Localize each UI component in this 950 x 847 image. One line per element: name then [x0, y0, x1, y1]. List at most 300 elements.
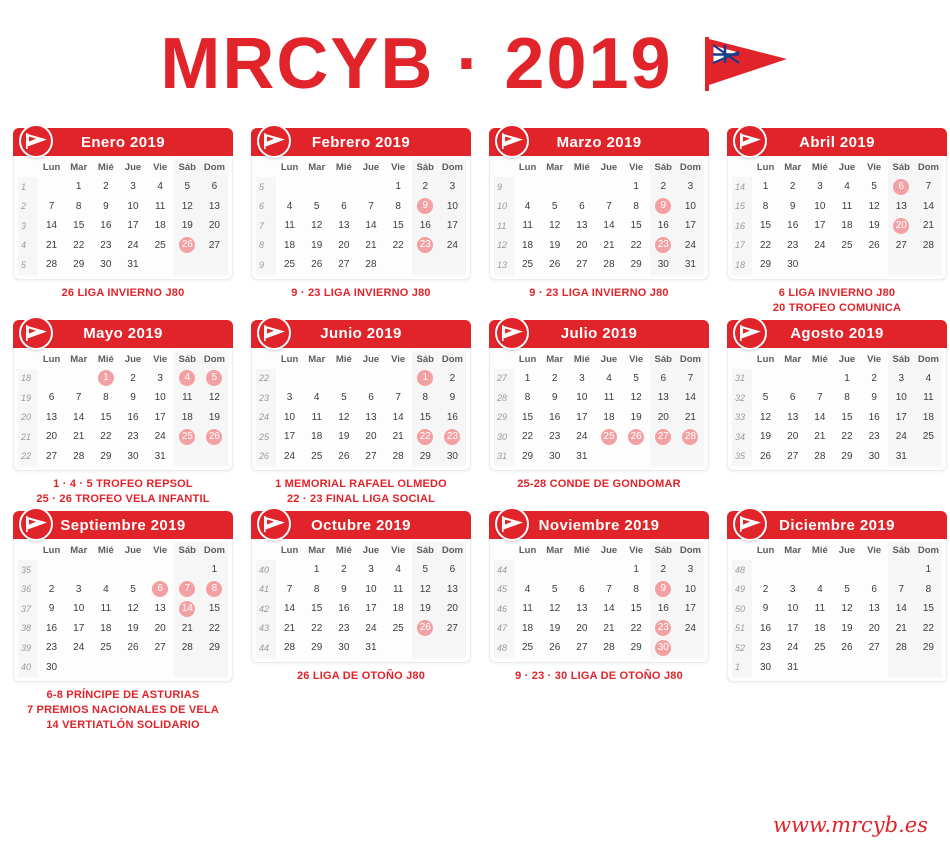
calendar-day-cell[interactable] — [650, 580, 677, 600]
calendar-day-cell[interactable]: 8 — [75, 200, 82, 212]
calendar-day-cell[interactable]: 24 — [439, 236, 466, 256]
calendar-day-cell[interactable]: 16 — [650, 599, 677, 619]
calendar-day-cell[interactable]: 23 — [338, 622, 350, 634]
calendar-day-cell[interactable]: 12 — [549, 603, 561, 615]
calendar-day-cell[interactable]: 5 — [633, 372, 639, 384]
calendar-day-cell[interactable]: 21 — [603, 622, 615, 634]
calendar-day-cell[interactable]: 12 — [630, 392, 642, 404]
calendar-day-cell[interactable]: 25 — [915, 427, 942, 447]
calendar-day-cell[interactable]: 22 — [392, 239, 404, 251]
calendar-day-cell[interactable]: 8 — [633, 583, 639, 595]
calendar-day-cell[interactable]: 3 — [888, 369, 915, 389]
calendar-day-cell[interactable]: 10 — [439, 197, 466, 217]
calendar-day-cell[interactable]: 25 — [522, 642, 534, 654]
calendar-day-cell[interactable] — [623, 427, 650, 447]
calendar-day-cell[interactable]: 24 — [284, 450, 296, 462]
calendar-day-cell[interactable]: 11 — [841, 200, 853, 212]
calendar-day-cell[interactable]: 21 — [73, 431, 85, 443]
calendar-day-cell[interactable]: 18 — [154, 220, 166, 232]
calendar-day-cell[interactable]: 22 — [201, 619, 228, 639]
calendar-day-cell[interactable]: 29 — [311, 642, 323, 654]
calendar-day-cell[interactable]: 17 — [365, 603, 377, 615]
calendar-day-cell[interactable] — [650, 427, 677, 447]
calendar-day-cell[interactable]: 2 — [650, 560, 677, 580]
calendar-day-cell[interactable]: 3 — [789, 583, 796, 595]
calendar-day-cell[interactable]: 28 — [814, 450, 826, 462]
calendar-day-cell[interactable]: 15 — [630, 220, 642, 232]
calendar-day-cell[interactable]: 29 — [841, 450, 853, 462]
calendar-day-cell[interactable]: 27 — [338, 259, 350, 271]
calendar-day-cell[interactable]: 28 — [603, 642, 615, 654]
calendar-day-cell[interactable]: 13 — [868, 603, 880, 615]
calendar-day-cell[interactable]: 5 — [844, 583, 850, 595]
calendar-day-cell[interactable]: 19 — [549, 239, 561, 251]
calendar-day-cell[interactable]: 26 — [311, 259, 323, 271]
calendar-day-cell[interactable]: 16 — [127, 411, 139, 423]
event-day-marker[interactable]: 23 — [417, 237, 433, 253]
calendar-day-cell[interactable]: 24 — [365, 622, 377, 634]
calendar-day-cell[interactable]: 1 — [633, 181, 639, 193]
calendar-day-cell[interactable]: 20 — [868, 622, 880, 634]
calendar-day-cell[interactable]: 2 — [551, 372, 558, 384]
calendar-day-cell[interactable]: 21 — [677, 408, 704, 428]
calendar-day-cell[interactable] — [650, 236, 677, 256]
calendar-day-cell[interactable]: 26 — [549, 259, 561, 271]
calendar-day-cell[interactable]: 27 — [439, 619, 466, 639]
calendar-day-cell[interactable]: 7 — [606, 200, 612, 212]
calendar-day-cell[interactable]: 28 — [174, 638, 201, 658]
calendar-day-cell[interactable]: 25 — [154, 239, 166, 251]
calendar-day-cell[interactable]: 20 — [201, 216, 228, 236]
calendar-day-cell[interactable]: 12 — [127, 603, 139, 615]
calendar-day-cell[interactable]: 4 — [395, 564, 401, 576]
calendar-day-cell[interactable] — [888, 216, 915, 236]
calendar-day-cell[interactable]: 18 — [100, 622, 112, 634]
calendar-day-cell[interactable]: 2 — [650, 177, 677, 197]
calendar-day-cell[interactable]: 11 — [154, 200, 166, 212]
event-day-marker[interactable]: 6 — [152, 581, 168, 597]
calendar-day-cell[interactable]: 28 — [46, 259, 58, 271]
calendar-day-cell[interactable]: 1 — [915, 560, 942, 580]
calendar-day-cell[interactable]: 17 — [787, 622, 799, 634]
calendar-day-cell[interactable] — [412, 197, 439, 217]
event-day-marker[interactable]: 8 — [206, 581, 222, 597]
calendar-day-cell[interactable]: 5 — [551, 583, 558, 595]
calendar-day-cell[interactable]: 15 — [392, 220, 404, 232]
calendar-day-cell[interactable]: 6 — [439, 560, 466, 580]
calendar-day-cell[interactable]: 13 — [650, 388, 677, 408]
calendar-day-cell[interactable]: 14 — [603, 220, 615, 232]
calendar-day-cell[interactable]: 2 — [871, 372, 877, 384]
calendar-day-cell[interactable]: 30 — [100, 259, 112, 271]
calendar-day-cell[interactable]: 7 — [606, 583, 612, 595]
calendar-day-cell[interactable]: 19 — [549, 622, 561, 634]
calendar-day-cell[interactable]: 8 — [762, 200, 769, 212]
calendar-day-cell[interactable]: 4 — [915, 369, 942, 389]
calendar-day-cell[interactable]: 1 — [201, 560, 228, 580]
calendar-day-cell[interactable] — [650, 619, 677, 639]
calendar-day-cell[interactable]: 29 — [630, 642, 642, 654]
calendar-day-cell[interactable]: 10 — [73, 603, 85, 615]
calendar-day-cell[interactable] — [650, 638, 677, 658]
calendar-day-cell[interactable]: 1 — [524, 372, 531, 384]
calendar-day-cell[interactable]: 15 — [73, 220, 85, 232]
calendar-day-cell[interactable] — [412, 427, 439, 447]
calendar-day-cell[interactable]: 1 — [844, 372, 850, 384]
calendar-day-cell[interactable]: 15 — [841, 411, 853, 423]
calendar-day-cell[interactable]: 12 — [174, 197, 201, 217]
calendar-day-cell[interactable]: 2 — [341, 564, 347, 576]
calendar-day-cell[interactable]: 26 — [338, 450, 350, 462]
calendar-day-cell[interactable]: 7 — [48, 200, 55, 212]
calendar-day-cell[interactable]: 14 — [915, 197, 942, 217]
calendar-day-cell[interactable]: 10 — [576, 392, 588, 404]
calendar-day-cell[interactable]: 21 — [915, 216, 942, 236]
calendar-day-cell[interactable]: 30 — [760, 661, 772, 673]
calendar-day-cell[interactable]: 3 — [368, 564, 374, 576]
calendar-day-cell[interactable]: 5 — [762, 392, 769, 404]
calendar-day-cell[interactable] — [595, 427, 622, 447]
calendar-day-cell[interactable]: 31 — [154, 450, 166, 462]
calendar-day-cell[interactable]: 4 — [524, 200, 531, 212]
event-day-marker[interactable]: 1 — [98, 370, 114, 386]
calendar-day-cell[interactable]: 9 — [439, 388, 466, 408]
calendar-day-cell[interactable]: 22 — [100, 431, 112, 443]
event-day-marker[interactable]: 26 — [417, 620, 433, 636]
calendar-day-cell[interactable]: 11 — [311, 411, 322, 423]
calendar-day-cell[interactable]: 30 — [439, 447, 466, 467]
calendar-day-cell[interactable]: 29 — [760, 259, 772, 271]
calendar-day-cell[interactable]: 9 — [551, 392, 558, 404]
calendar-day-cell[interactable]: 27 — [868, 642, 880, 654]
calendar-day-cell[interactable]: 18 — [174, 408, 201, 428]
calendar-day-cell[interactable]: 28 — [603, 259, 615, 271]
calendar-day-cell[interactable]: 1 — [75, 181, 82, 193]
event-day-marker[interactable]: 23 — [655, 237, 671, 253]
calendar-day-cell[interactable]: 11 — [915, 388, 942, 408]
calendar-day-cell[interactable]: 21 — [284, 622, 296, 634]
calendar-day-cell[interactable]: 24 — [888, 427, 915, 447]
calendar-day-cell[interactable]: 12 — [311, 220, 323, 232]
calendar-day-cell[interactable]: 7 — [817, 392, 823, 404]
calendar-day-cell[interactable]: 24 — [576, 431, 588, 443]
calendar-day-cell[interactable]: 26 — [868, 239, 880, 251]
calendar-day-cell[interactable]: 7 — [395, 392, 401, 404]
calendar-day-cell[interactable]: 25 — [311, 450, 323, 462]
calendar-day-cell[interactable]: 10 — [284, 411, 296, 423]
calendar-day-cell[interactable]: 3 — [439, 177, 466, 197]
calendar-day-cell[interactable] — [174, 369, 201, 389]
event-day-marker[interactable]: 27 — [655, 429, 671, 445]
calendar-day-cell[interactable]: 5 — [871, 181, 877, 193]
calendar-day-cell[interactable]: 20 — [46, 431, 58, 443]
event-day-marker[interactable]: 26 — [628, 429, 644, 445]
calendar-day-cell[interactable]: 28 — [888, 638, 915, 658]
calendar-day-cell[interactable]: 17 — [677, 216, 704, 236]
calendar-day-cell[interactable]: 1 — [395, 181, 401, 193]
calendar-day-cell[interactable]: 8 — [844, 392, 850, 404]
calendar-day-cell[interactable]: 25 — [841, 239, 853, 251]
event-day-marker[interactable]: 1 — [417, 370, 433, 386]
calendar-day-cell[interactable]: 6 — [341, 200, 347, 212]
calendar-day-cell[interactable]: 23 — [127, 431, 139, 443]
calendar-day-cell[interactable]: 20 — [787, 431, 799, 443]
calendar-day-cell[interactable]: 18 — [814, 622, 826, 634]
calendar-day-cell[interactable]: 24 — [677, 619, 704, 639]
calendar-day-cell[interactable]: 4 — [313, 392, 320, 404]
calendar-day-cell[interactable] — [201, 427, 228, 447]
calendar-day-cell[interactable]: 26 — [841, 642, 853, 654]
calendar-day-cell[interactable]: 27 — [154, 642, 166, 654]
calendar-day-cell[interactable]: 18 — [603, 411, 615, 423]
calendar-day-cell[interactable]: 19 — [174, 216, 201, 236]
calendar-day-cell[interactable]: 31 — [365, 642, 377, 654]
calendar-day-cell[interactable]: 16 — [650, 216, 677, 236]
calendar-day-cell[interactable]: 9 — [871, 392, 877, 404]
event-day-marker[interactable]: 23 — [444, 429, 460, 445]
calendar-day-cell[interactable]: 7 — [286, 583, 293, 595]
calendar-day-cell[interactable]: 27 — [201, 236, 228, 256]
calendar-day-cell[interactable]: 14 — [677, 388, 704, 408]
calendar-day-cell[interactable]: 24 — [787, 642, 799, 654]
calendar-day-cell[interactable]: 29 — [100, 450, 112, 462]
calendar-day-cell[interactable]: 31 — [127, 259, 139, 271]
calendar-day-cell[interactable]: 24 — [154, 431, 166, 443]
calendar-day-cell[interactable]: 14 — [73, 411, 85, 423]
calendar-day-cell[interactable]: 8 — [633, 200, 639, 212]
event-day-marker[interactable]: 23 — [655, 620, 671, 636]
calendar-day-cell[interactable]: 28 — [284, 642, 296, 654]
calendar-day-cell[interactable]: 29 — [630, 259, 642, 271]
calendar-day-cell[interactable]: 7 — [368, 200, 374, 212]
calendar-day-cell[interactable]: 13 — [439, 580, 466, 600]
calendar-day-cell[interactable]: 4 — [844, 181, 850, 193]
calendar-day-cell[interactable]: 17 — [576, 411, 588, 423]
calendar-day-cell[interactable]: 17 — [888, 408, 915, 428]
calendar-day-cell[interactable]: 19 — [338, 431, 350, 443]
calendar-day-cell[interactable]: 22 — [841, 431, 853, 443]
calendar-day-cell[interactable]: 24 — [127, 239, 139, 251]
calendar-day-cell[interactable]: 18 — [392, 603, 404, 615]
calendar-day-cell[interactable]: 22 — [760, 239, 772, 251]
calendar-day-cell[interactable]: 28 — [915, 236, 942, 256]
calendar-day-cell[interactable]: 10 — [365, 583, 377, 595]
calendar-day-cell[interactable]: 30 — [549, 450, 561, 462]
calendar-day-cell[interactable]: 11 — [284, 220, 295, 232]
calendar-day-cell[interactable]: 9 — [789, 200, 796, 212]
website-link[interactable]: www.mrcyb.es — [772, 813, 928, 837]
calendar-day-cell[interactable]: 3 — [817, 181, 823, 193]
event-day-marker[interactable]: 5 — [206, 370, 222, 386]
calendar-day-cell[interactable]: 10 — [154, 392, 166, 404]
calendar-day-cell[interactable]: 20 — [365, 431, 377, 443]
calendar-day-cell[interactable]: 23 — [46, 642, 58, 654]
calendar-day-cell[interactable]: 6 — [650, 369, 677, 389]
calendar-day-cell[interactable]: 16 — [787, 220, 799, 232]
calendar-day-cell[interactable]: 9 — [130, 392, 136, 404]
calendar-day-cell[interactable]: 31 — [576, 450, 588, 462]
calendar-day-cell[interactable]: 27 — [365, 450, 377, 462]
calendar-day-cell[interactable]: 17 — [127, 220, 139, 232]
calendar-day-cell[interactable]: 8 — [313, 583, 320, 595]
calendar-day-cell[interactable] — [92, 369, 119, 389]
calendar-day-cell[interactable]: 29 — [915, 638, 942, 658]
calendar-day-cell[interactable]: 6 — [201, 177, 228, 197]
calendar-day-cell[interactable]: 21 — [46, 239, 58, 251]
calendar-day-cell[interactable]: 1 — [633, 564, 639, 576]
calendar-day-cell[interactable] — [174, 427, 201, 447]
calendar-day-cell[interactable]: 26 — [549, 642, 561, 654]
calendar-day-cell[interactable]: 4 — [103, 583, 109, 595]
calendar-day-cell[interactable]: 3 — [677, 560, 704, 580]
calendar-day-cell[interactable]: 21 — [392, 431, 404, 443]
calendar-day-cell[interactable]: 22 — [73, 239, 85, 251]
calendar-day-cell[interactable]: 2 — [103, 181, 109, 193]
calendar-day-cell[interactable]: 30 — [650, 255, 677, 275]
calendar-day-cell[interactable] — [650, 197, 677, 217]
calendar-day-cell[interactable]: 4 — [817, 583, 823, 595]
calendar-day-cell[interactable]: 12 — [760, 411, 772, 423]
calendar-day-cell[interactable]: 10 — [888, 388, 915, 408]
calendar-day-cell[interactable]: 9 — [103, 200, 109, 212]
calendar-day-cell[interactable]: 12 — [412, 580, 439, 600]
calendar-day-cell[interactable]: 18 — [284, 239, 296, 251]
calendar-day-cell[interactable]: 3 — [579, 372, 585, 384]
calendar-day-cell[interactable] — [412, 369, 439, 389]
calendar-day-cell[interactable]: 16 — [760, 622, 772, 634]
calendar-day-cell[interactable]: 14 — [814, 411, 826, 423]
calendar-day-cell[interactable]: 19 — [868, 220, 880, 232]
calendar-day-cell[interactable]: 29 — [522, 450, 534, 462]
calendar-day-cell[interactable]: 24 — [814, 239, 826, 251]
calendar-day-cell[interactable]: 20 — [338, 239, 350, 251]
calendar-day-cell[interactable] — [412, 619, 439, 639]
calendar-day-cell[interactable]: 9 — [762, 603, 769, 615]
calendar-day-cell[interactable]: 9 — [48, 603, 55, 615]
calendar-day-cell[interactable] — [888, 177, 915, 197]
calendar-day-cell[interactable]: 31 — [677, 255, 704, 275]
calendar-day-cell[interactable]: 22 — [630, 622, 642, 634]
calendar-day-cell[interactable]: 2 — [439, 369, 466, 389]
calendar-day-cell[interactable]: 18 — [915, 408, 942, 428]
event-day-marker[interactable]: 25 — [601, 429, 617, 445]
calendar-day-cell[interactable]: 17 — [154, 411, 166, 423]
calendar-day-cell[interactable]: 14 — [284, 603, 296, 615]
calendar-day-cell[interactable]: 28 — [73, 450, 85, 462]
calendar-day-cell[interactable]: 15 — [522, 411, 534, 423]
calendar-day-cell[interactable]: 19 — [201, 408, 228, 428]
calendar-day-cell[interactable]: 25 — [100, 642, 112, 654]
calendar-day-cell[interactable]: 7 — [915, 177, 942, 197]
calendar-day-cell[interactable]: 6 — [579, 200, 585, 212]
calendar-day-cell[interactable]: 2 — [762, 583, 769, 595]
calendar-day-cell[interactable]: 15 — [100, 411, 112, 423]
calendar-day-cell[interactable]: 31 — [888, 447, 915, 467]
calendar-day-cell[interactable]: 13 — [201, 197, 228, 217]
event-day-marker[interactable]: 30 — [655, 640, 671, 656]
calendar-day-cell[interactable]: 6 — [368, 392, 374, 404]
calendar-day-cell[interactable]: 11 — [522, 220, 533, 232]
event-day-marker[interactable]: 26 — [179, 237, 195, 253]
calendar-day-cell[interactable]: 4 — [286, 200, 293, 212]
calendar-day-cell[interactable]: 19 — [412, 599, 439, 619]
calendar-day-cell[interactable]: 24 — [73, 642, 85, 654]
calendar-day-cell[interactable]: 27 — [787, 450, 799, 462]
calendar-day-cell[interactable] — [201, 369, 228, 389]
calendar-day-cell[interactable]: 11 — [603, 392, 615, 404]
calendar-day-cell[interactable]: 6 — [48, 392, 55, 404]
calendar-day-cell[interactable]: 8 — [412, 388, 439, 408]
calendar-day-cell[interactable]: 3 — [130, 181, 136, 193]
calendar-day-cell[interactable]: 8 — [395, 200, 401, 212]
calendar-day-cell[interactable]: 13 — [365, 411, 377, 423]
calendar-day-cell[interactable]: 18 — [841, 220, 853, 232]
calendar-day-cell[interactable]: 30 — [868, 450, 880, 462]
calendar-day-cell[interactable]: 18 — [311, 431, 323, 443]
calendar-day-cell[interactable]: 25 — [814, 642, 826, 654]
calendar-day-cell[interactable]: 16 — [46, 622, 58, 634]
calendar-day-cell[interactable]: 14 — [603, 603, 615, 615]
calendar-day-cell[interactable]: 4 — [157, 181, 163, 193]
calendar-day-cell[interactable]: 5 — [551, 200, 558, 212]
calendar-day-cell[interactable]: 11 — [522, 603, 533, 615]
event-day-marker[interactable]: 7 — [179, 581, 195, 597]
calendar-day-cell[interactable]: 27 — [576, 642, 588, 654]
event-day-marker[interactable]: 9 — [417, 198, 433, 214]
calendar-day-cell[interactable]: 7 — [888, 580, 915, 600]
calendar-day-cell[interactable]: 16 — [868, 411, 880, 423]
calendar-day-cell[interactable]: 23 — [787, 239, 799, 251]
calendar-day-cell[interactable]: 13 — [46, 411, 58, 423]
event-day-marker[interactable]: 26 — [206, 429, 222, 445]
event-day-marker[interactable]: 28 — [682, 429, 698, 445]
calendar-day-cell[interactable]: 10 — [814, 200, 826, 212]
calendar-day-cell[interactable]: 5 — [341, 392, 347, 404]
calendar-day-cell[interactable]: 20 — [576, 239, 588, 251]
calendar-day-cell[interactable]: 18 — [522, 622, 534, 634]
calendar-day-cell[interactable]: 12 — [549, 220, 561, 232]
calendar-day-cell[interactable]: 17 — [284, 431, 296, 443]
calendar-day-cell[interactable]: 17 — [439, 216, 466, 236]
calendar-day-cell[interactable]: 15 — [915, 599, 942, 619]
calendar-day-cell[interactable] — [174, 236, 201, 256]
calendar-day-cell[interactable]: 2 — [412, 177, 439, 197]
calendar-day-cell[interactable]: 14 — [888, 599, 915, 619]
calendar-day-cell[interactable]: 23 — [760, 642, 772, 654]
calendar-day-cell[interactable]: 16 — [100, 220, 112, 232]
calendar-day-cell[interactable]: 5 — [412, 560, 439, 580]
calendar-day-cell[interactable]: 16 — [338, 603, 350, 615]
calendar-day-cell[interactable]: 21 — [174, 619, 201, 639]
calendar-day-cell[interactable]: 8 — [915, 580, 942, 600]
calendar-day-cell[interactable]: 24 — [677, 236, 704, 256]
calendar-day-cell[interactable]: 5 — [313, 200, 320, 212]
calendar-day-cell[interactable] — [174, 599, 201, 619]
calendar-day-cell[interactable]: 3 — [677, 177, 704, 197]
calendar-day-cell[interactable]: 29 — [73, 259, 85, 271]
event-day-marker[interactable]: 25 — [179, 429, 195, 445]
calendar-day-cell[interactable] — [174, 580, 201, 600]
calendar-day-cell[interactable]: 16 — [549, 411, 561, 423]
calendar-day-cell[interactable]: 15 — [630, 603, 642, 615]
event-day-marker[interactable]: 20 — [893, 218, 909, 234]
calendar-day-cell[interactable]: 27 — [888, 236, 915, 256]
calendar-day-cell[interactable]: 9 — [341, 583, 347, 595]
calendar-day-cell[interactable]: 13 — [888, 197, 915, 217]
calendar-day-cell[interactable]: 3 — [286, 392, 293, 404]
calendar-day-cell[interactable]: 30 — [127, 450, 139, 462]
calendar-day-cell[interactable]: 6 — [871, 583, 877, 595]
